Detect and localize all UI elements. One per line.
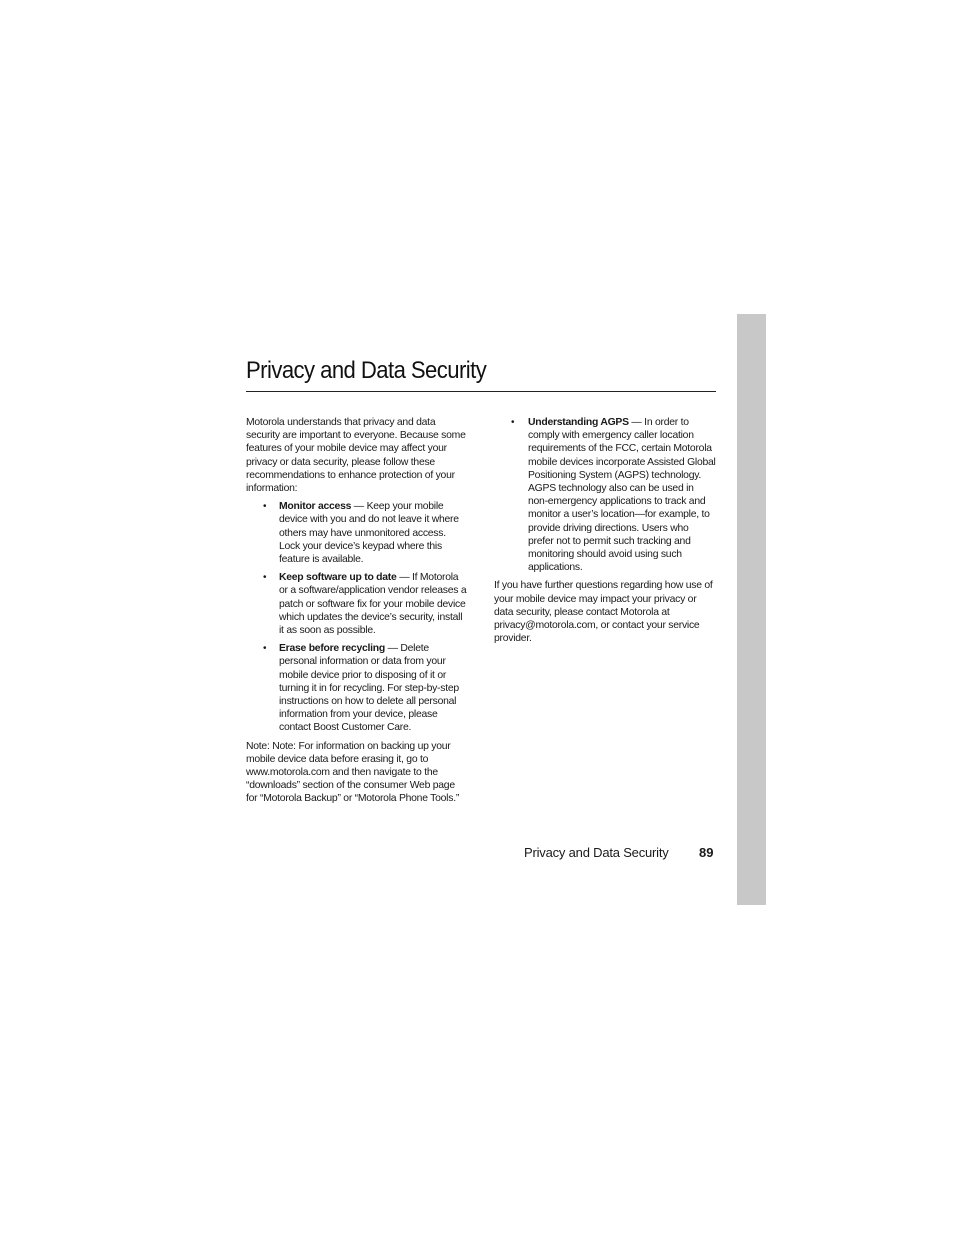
note-paragraph: Note: Note: For information on backing up your mobile device data before erasing it, go to www.motorola.com and then navigate to the “downloads” section of the consumer Web page for “Motorola Backup” or “Motorola Phone Tools.” <box>246 740 460 805</box>
list-item <box>494 416 716 574</box>
list-item <box>246 642 468 734</box>
list-item-text: — In order to comply with emergency caller location requirements of the FCC, certain Motorola mobile devices incorporate Assisted Global Positioning System (AGPS) technology. AGPS technology also can be used in non-emergency applications to track and monitor a user’s location—for example, to provide driving directions. Users who prefer not to permit such tracking and monitoring should avoid using such applications. <box>528 417 716 574</box>
bullet-icon: • <box>263 572 267 584</box>
left-column <box>246 416 468 811</box>
list-item-text: — If Motorola or a software/application vendor releases a patch or software fix for your mobile device which updates the device’s security, install it as soon as possible. <box>279 572 467 637</box>
list-item-term: Understanding AGPS <box>528 417 629 428</box>
list-item-term: Monitor access <box>279 501 352 513</box>
list-item-term: Keep software up to date <box>279 572 397 584</box>
side-tab <box>737 314 766 905</box>
closing-paragraph: If you have further questions regarding how use of your mobile device may impact your privacy or data security, please contact Motorola at privacy@motorola.com, or contact your service provider. <box>494 580 713 645</box>
recommendation-list <box>494 416 716 574</box>
bullet-icon: • <box>263 501 267 513</box>
bullet-icon: • <box>511 417 515 428</box>
list-item-term: Erase before recycling <box>279 643 385 655</box>
recommendation-list <box>246 500 468 734</box>
title-rule <box>246 391 716 392</box>
bullet-icon: • <box>263 643 267 655</box>
page-number: 89 <box>699 845 714 860</box>
footer-section-label: Privacy and Data Security <box>524 845 669 860</box>
list-item <box>246 500 468 566</box>
list-item-text: — Keep your mobile device with you and do not leave it where others may have unmonitored access. Lock your device’s keypad where this feature is available. <box>279 501 459 566</box>
right-column <box>494 416 716 650</box>
list-item <box>246 571 468 637</box>
page-title: Privacy and Data Security <box>246 357 487 384</box>
list-item-text: — Delete personal information or data from your mobile device prior to disposing of it or turning it in for recycling. For step-by-step instructions on how to delete all personal information from your device, please contact Boost Customer Care. <box>279 643 459 734</box>
intro-paragraph: Motorola understands that privacy and data security are important to everyone. Because some features of your mobile device may affect your privacy or data security, please follow these recommendations to enhance protection of your information: <box>246 417 466 495</box>
